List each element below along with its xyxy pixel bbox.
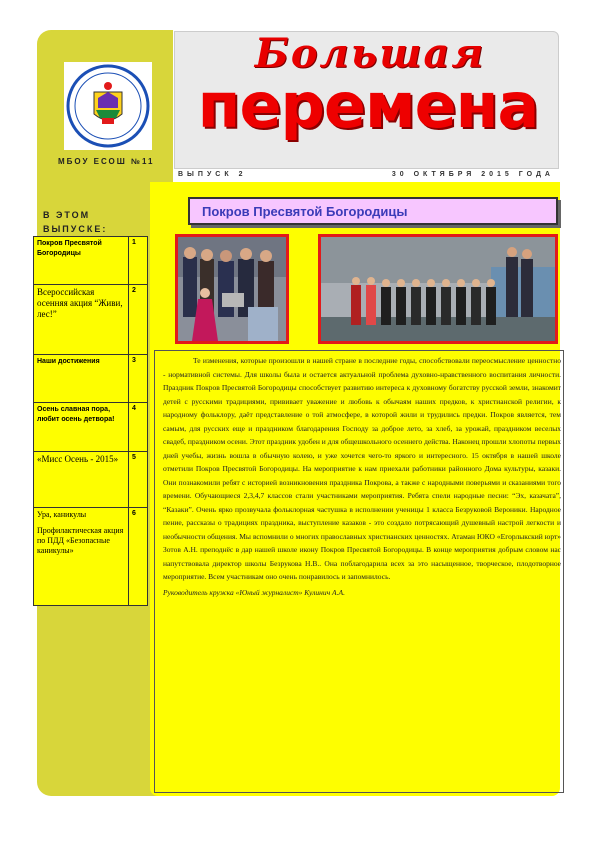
toc-row[interactable] [34,237,148,285]
toc-item-title[interactable]: Профилактическая акция по ПДД «Безопасные каникулы» [37,526,124,555]
article-text [163,354,561,599]
photo-students-performance [318,234,558,344]
masthead-title-line1: Большая [254,30,486,77]
toc-heading [43,208,123,236]
toc-item-title[interactable]: «Мисс Осень - 2015» [34,452,129,508]
article-body: Те изменения, которые произошли в нашей стране в последние годы, способствовали переосмысление ценностно - нормативной системы. Для школы была и остается актуальной проблема духовно-нравственного воспитания личности. Праздник Покров Пресвятой Богородицы способствует развитию интереса к духовному богатству русской земли, знакомит детей с русскими традициями, прививает уважение и любовь к обычаям наших предков, к христианской религии, к народному фольклору, даёт представление о той атмосфере, в которой жили и трудились предки. Покров является, тем самым, для русских еще и праздником благодарения Господу за доброе лето, за хлеб, за урожай, праздником веселых свадеб, праздником осени. Этот праздник удобен и для общешкольного осеннего действа. Наконец прошли хлопоты первых дней учебы, жизнь вошла в обычную колею, и уже хочется чего-то яркого и интересного. 15 октября в нашей школе отметили Покров Пресвятой Богородицы. На мероприятие к нам приехали работники районного Дома культуры, казаки. Они познакомили ребят с историей возникновения праздника Покрова, а также с народными поверьями и сказаниями того времени. Обучающиеся 2,3,4,7 классов стали участниками мероприятия. Ребята спели народные песни: “Эх, казачата”, “Казаки”. Очень ярко прозвучала фольклорная частушка в исполнении ученицы 1 класса Безруковой Вероники. Народное пение, рассказы о традициях праздника, выступление казаков - это создало потрясающий душевный настрой легкости и необычности общения. Мы вспомнили о многих православных христианских ценностях. Атаман ЮКО «Егорлыкский юрт» Зотов А.Н. преподнёс в дар нашей школе икону Покров Пресвятой Богородицы. В конце мероприятия добрым словом нас напутствовала директор школы Безрукова Н.В.. Она поблагодарила всех за это насыщенное, творческое, плодотворное мероприятие. Всем участникам оно очень понравилось и запомнилось. [163,356,561,581]
issue-line [178,168,554,182]
issue-date: 30 ОКТЯБРЯ 2015 ГОДА [391,171,554,178]
toc-item-page: 3 [129,355,148,403]
toc-item-title[interactable]: Всероссийская осенняя акция “Живи, лес!” [34,285,129,355]
toc-item-page: 4 [129,403,148,452]
issue-number: ВЫПУСК 2 [178,171,247,178]
school-name: МБОУ ЕСОШ №11 [58,157,155,166]
toc-item-title[interactable]: Ура, каникулы [37,510,87,519]
school-emblem [64,62,152,150]
toc-item-page: 5 [129,452,148,508]
toc-item-title[interactable]: Покров Пресвятой Богородицы [34,237,129,285]
toc-row[interactable] [34,285,148,355]
article-box [154,350,564,793]
toc-heading-text: В ЭТОМ ВЫПУСКЕ: [43,210,108,234]
toc-table [33,236,148,606]
toc-row[interactable] [34,452,148,508]
article-headline: Покров Пресвятой Богородицы [202,204,408,219]
toc-item-title[interactable]: Осень славная пора, любит осень детвора! [34,403,129,452]
toc-row[interactable] [34,508,148,606]
headline-box [188,197,558,225]
toc-row[interactable] [34,355,148,403]
toc-item-title[interactable]: Наши достижения [34,355,129,403]
toc-row[interactable] [34,403,148,452]
toc-item-page: 6 [129,508,148,606]
toc-item-page: 1 [129,237,148,285]
toc-item-page: 2 [129,285,148,355]
article-signature: Руководитель кружка «Юный журналист» Кулинич А.А. [163,587,345,597]
masthead-title-line2: перемена [197,69,539,142]
photo-cossacks [175,234,289,344]
